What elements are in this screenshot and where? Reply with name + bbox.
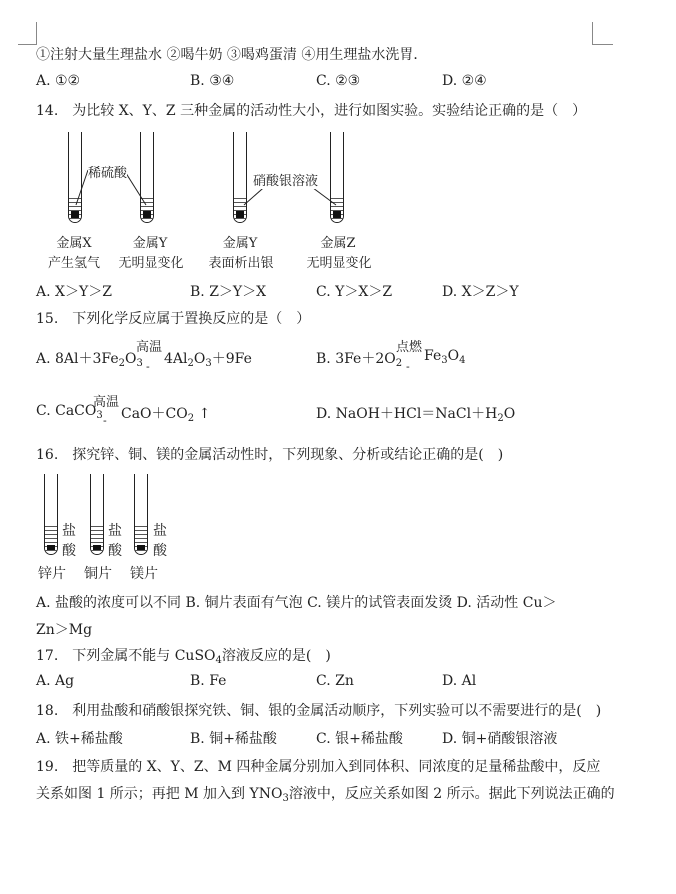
q14-option-d: D. X＞Z＞Y	[442, 284, 519, 300]
label-result-z: 无明显变化	[306, 256, 372, 271]
q18-option-b: B. 铜+稀盐酸	[190, 731, 277, 747]
q15-a-condition: 高温	[136, 340, 163, 355]
q13-option-d: D. ②④	[442, 73, 487, 89]
metal-label-zinc: 锌片	[38, 566, 66, 582]
q15-option-b: B. $3Fe+2O_2$	[316, 351, 403, 369]
q18-option-c: C. 银+稀盐酸	[316, 731, 403, 747]
q15-c-condition: 高温	[93, 395, 120, 410]
label-result-y2: 表面析出银	[208, 256, 274, 271]
label-result-y1: 无明显变化	[118, 256, 184, 271]
q14-option-c: C. Y＞X＞Z	[316, 284, 393, 300]
q13-stem: ①注射大量生理盐水 ②喝牛奶 ③喝鸡蛋清 ④用生理盐水洗胃．	[36, 47, 428, 63]
q15-b-eq-mark: -	[406, 360, 410, 373]
q17-option-a: A. Ag	[36, 673, 75, 689]
acid-label-3a: 盐	[153, 523, 167, 539]
q15-b-product: $Fe_3O_4$	[424, 348, 466, 366]
q18-option-d: D. 铜+硝酸银溶液	[442, 731, 558, 747]
test-tube-copper	[90, 474, 104, 555]
test-tube-zinc	[44, 474, 58, 555]
label-metal-x: 金属X	[56, 236, 92, 251]
label-metal-y2: 金属Y	[222, 236, 258, 251]
q15-c-product: $CaO+CO_2$ ↑	[121, 406, 211, 424]
reagent-dilute-sulfuric-acid: 稀硫酸	[88, 162, 127, 181]
q15-a-eq-mark: -	[146, 360, 150, 373]
metal-label-magnesium: 镁片	[130, 566, 158, 582]
q17-stem: 17. 下列金属不能与 CuSO$_4$溶液反应的是( )	[36, 648, 331, 666]
q15-b-condition: 点燃	[396, 340, 423, 355]
q19-line2: 关系如图 1 所示；再把 M 加入到 $YNO_3$溶液中，反应关系如图 2 所示。据此下列说法正确的	[36, 786, 615, 804]
q16-options-line2: Zn＞Mg	[36, 622, 93, 638]
q17-option-c: C. Zn	[316, 673, 354, 689]
q19-line1: 19. 把等质量的 X、Y、Z、M 四种金属分别加入到同体积、同浓度的足量稀盐酸中，反应	[36, 759, 601, 775]
q14-option-b: B. Z＞Y＞X	[190, 284, 267, 300]
label-result-x: 产生氢气	[47, 256, 100, 271]
q13-option-a: A. ①②	[36, 73, 81, 89]
q18-option-a: A. 铁+稀盐酸	[36, 731, 123, 747]
q16-options-line1: A. 盐酸的浓度可以不同 B. 铜片表面有气泡 C. 镁片的试管表面发烫 D. 活动性 Cu＞	[36, 595, 557, 611]
q15-a-product: $4Al_2O_3+9Fe$	[164, 351, 252, 369]
q17-option-d: D. Al	[442, 673, 477, 689]
label-metal-y1: 金属Y	[132, 236, 168, 251]
acid-label-1a: 盐	[62, 523, 76, 539]
q15-option-d: D. $NaOH+HCl=NaCl+H_2O$	[316, 406, 516, 424]
test-tube-magnesium	[134, 474, 148, 555]
acid-label-3b: 酸	[153, 543, 167, 559]
acid-label-1b: 酸	[62, 543, 76, 559]
q15-c-eq-mark: -	[103, 414, 107, 427]
q15-option-c: C. CaCO$_3$	[36, 403, 103, 421]
acid-label-2b: 酸	[108, 543, 122, 559]
metal-label-copper: 铜片	[84, 566, 112, 582]
q13-option-c: C. ②③	[316, 73, 361, 89]
q14-stem: 14. 为比较 X、Y、Z 三种金属的活动性大小，进行如图实验。实验结论正确的是（ ）	[36, 103, 587, 119]
q15-option-a: A. $8Al+3Fe_2O_3$	[36, 351, 143, 369]
q18-stem: 18. 利用盐酸和硝酸银探究铁、铜、银的金属活动顺序，下列实验可以不需要进行的是( )	[36, 703, 602, 719]
q15-stem: 15. 下列化学反应属于置换反应的是（ ）	[36, 311, 311, 327]
label-metal-z: 金属Z	[320, 236, 356, 251]
reagent-silver-nitrate: 硝酸银溶液	[253, 170, 318, 189]
q14-option-a: A. X＞Y＞Z	[36, 284, 112, 300]
q16-stem: 16. 探究锌、铜、镁的金属活动性时，下列现象、分析或结论正确的是( )	[36, 447, 504, 463]
acid-label-2a: 盐	[108, 523, 122, 539]
q13-option-b: B. ③④	[190, 73, 235, 89]
q17-option-b: B. Fe	[190, 673, 227, 689]
